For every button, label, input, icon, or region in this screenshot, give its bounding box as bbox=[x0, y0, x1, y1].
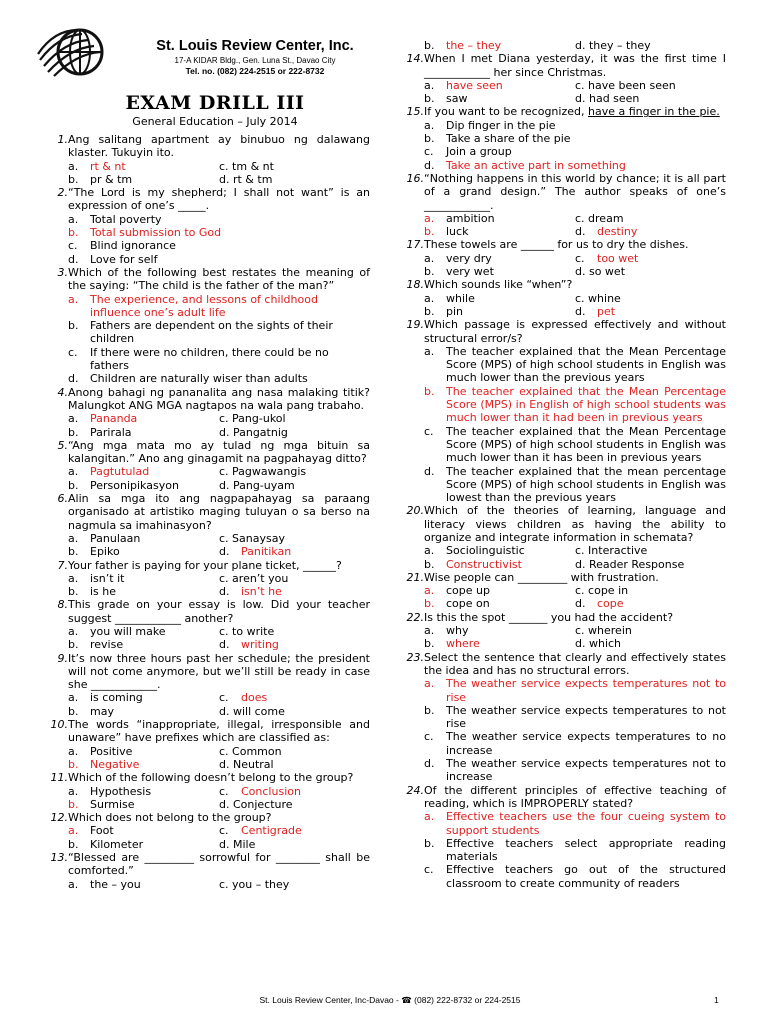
q22-n: 22. bbox=[406, 610, 424, 624]
letters-b: b. bbox=[424, 39, 435, 52]
letters-c: c. bbox=[68, 345, 78, 359]
left-column bbox=[40, 133, 370, 891]
letters-d: d. bbox=[424, 757, 435, 771]
letters-b: b. bbox=[424, 225, 435, 239]
letters-c: c. bbox=[424, 145, 434, 159]
q7-b: is he bbox=[90, 585, 117, 599]
letters-a: a. bbox=[68, 412, 79, 426]
q17-d: d. so wet bbox=[575, 265, 626, 279]
q10-c: c. Common bbox=[219, 744, 282, 758]
q1-text: Ang salitang apartment ay binubuo ng dalawang klaster. Tukuyin ito. bbox=[68, 133, 370, 160]
page-number: 1 bbox=[714, 995, 719, 1005]
q2-text: “The Lord is my shepherd; I shall not want” is an expression of one’s _____. bbox=[68, 186, 370, 213]
q19-a: The teacher explained that the Mean Percentage Score (MPS) of high school students in English was much lower than the previous years bbox=[446, 344, 726, 385]
q8-b: revise bbox=[90, 638, 124, 652]
letters-d: d. bbox=[424, 464, 435, 478]
q7-text: Your father is paying for your plane ticket, ______? bbox=[68, 558, 342, 572]
q2-c: Blind ignorance bbox=[90, 239, 176, 253]
q14-d: d. had seen bbox=[575, 92, 640, 106]
q4-d: d. Pangatnig bbox=[219, 425, 288, 439]
q5-text: “Ang mga mata mo ay tulad ng mga bituin sa kalangitan.” Ano ang ginagamit na pagpahayag ditto? bbox=[68, 438, 370, 466]
answer-option: Pananda bbox=[90, 412, 138, 426]
page-subtitle: General Education – July 2014 bbox=[132, 115, 298, 128]
q4-b: Parirala bbox=[90, 425, 132, 439]
header bbox=[30, 22, 390, 92]
question-23 bbox=[396, 651, 726, 678]
q12-text: Which does not belong to the group? bbox=[68, 811, 272, 825]
letters-a: a. bbox=[68, 784, 79, 798]
question-13 bbox=[40, 851, 370, 878]
letters-d: d. bbox=[219, 638, 230, 652]
letters-d: d. bbox=[219, 585, 230, 599]
letters-b: b. bbox=[424, 703, 435, 717]
letters-c: c. bbox=[219, 824, 229, 838]
q9-b: may bbox=[90, 704, 114, 718]
question-9 bbox=[40, 652, 370, 692]
q4-n: 4. bbox=[57, 385, 68, 399]
q20-n: 20. bbox=[406, 504, 424, 518]
q24-b: Effective teachers select appropriate reading materials bbox=[446, 836, 726, 864]
q3-n: 3. bbox=[57, 265, 68, 279]
letters-a: a. bbox=[424, 810, 435, 824]
letters-c: c. bbox=[575, 251, 585, 265]
q24-c: Effective teachers go out of the structured classroom to create community of readers bbox=[446, 863, 726, 890]
q21-n: 21. bbox=[406, 570, 424, 584]
q18-a: while bbox=[446, 291, 475, 305]
q9-n: 9. bbox=[57, 651, 68, 665]
letters-a: a. bbox=[68, 691, 79, 705]
q18-c: c. whine bbox=[575, 291, 621, 305]
q4-text: Anong bahagi ng pananalita ang nasa malaking titik? Malungkot ANG MGA nagtapos na wala pang trabaho. bbox=[68, 385, 370, 412]
q18-b: pin bbox=[446, 304, 464, 318]
letters-d: d. bbox=[68, 372, 79, 386]
question-20 bbox=[396, 504, 726, 544]
question-24 bbox=[396, 784, 726, 811]
question-4 bbox=[40, 386, 370, 413]
question-12 bbox=[40, 811, 370, 824]
q9-text: It’s now three hours past her schedule; the president will not come anymore, but we’ll still be ready in case she ____________. bbox=[68, 651, 370, 692]
q13-a: the – you bbox=[90, 877, 141, 891]
answer-option: Effective teachers use the four cueing system to support students bbox=[446, 810, 726, 837]
q24-n: 24. bbox=[406, 783, 424, 797]
q11-b: Surmise bbox=[90, 797, 135, 811]
letters-b: b. bbox=[424, 637, 435, 651]
q2-a: Total poverty bbox=[90, 212, 162, 226]
q14-c: c. have been seen bbox=[575, 78, 676, 92]
globe-logo-icon bbox=[34, 24, 110, 80]
question-11 bbox=[40, 771, 370, 784]
letters-b: b. bbox=[68, 797, 79, 811]
q11-a: Hypothesis bbox=[90, 784, 152, 798]
answer-option: writing bbox=[241, 638, 279, 652]
q12-b: Kilometer bbox=[90, 837, 144, 851]
letters-a: a. bbox=[424, 211, 435, 225]
q8-text: This grade on your essay is low. Did your teacher suggest ____________ another? bbox=[68, 598, 370, 625]
answer-option: rt & nt bbox=[90, 159, 126, 173]
underlined-phrase: have a finger in the pie. bbox=[587, 105, 720, 119]
letters-c: c. bbox=[219, 691, 229, 705]
q17-text: These towels are ______ for us to dry the dishes. bbox=[424, 238, 689, 252]
answer-option: isn’t he bbox=[241, 585, 282, 599]
letters-b: b. bbox=[424, 92, 435, 106]
letters-a: a. bbox=[424, 584, 435, 598]
q2-n: 2. bbox=[57, 186, 68, 200]
answer-option: where bbox=[446, 637, 480, 651]
q20-d: d. Reader Response bbox=[575, 557, 685, 571]
q22-c: c. wherein bbox=[575, 624, 632, 638]
q23-d: The weather service expects temperatures not to increase bbox=[446, 757, 726, 784]
q17-n: 17. bbox=[406, 238, 424, 252]
q23-n: 23. bbox=[406, 650, 424, 664]
q16-text: “Nothing happens in this world by chance; it is all part of a grand design.” The author speaks of one’s ____________. bbox=[424, 171, 726, 212]
q13-c: c. you – they bbox=[219, 877, 290, 891]
letters-d: d. bbox=[575, 225, 586, 239]
letters-b: b. bbox=[424, 265, 435, 279]
q15-a: Dip finger in the pie bbox=[446, 118, 556, 132]
q5-c: c. Pagwawangis bbox=[219, 465, 307, 479]
answer-option: Total submission to God bbox=[90, 226, 222, 240]
q17-b: very wet bbox=[446, 265, 494, 279]
letters-a: a. bbox=[68, 824, 79, 838]
letters-a: a. bbox=[424, 624, 435, 638]
q8-c: c. to write bbox=[219, 624, 275, 638]
letters-b: b. bbox=[424, 132, 435, 146]
q23-c: The weather service expects temperatures to no increase bbox=[446, 730, 726, 757]
letters-c: c. bbox=[424, 730, 434, 744]
q21-b: cope on bbox=[446, 597, 490, 611]
q3-b: Fathers are dependent on the sights of their children bbox=[90, 319, 333, 346]
answer-option: does bbox=[241, 691, 268, 705]
q12-a: Foot bbox=[90, 824, 114, 838]
answer-option: cope bbox=[597, 597, 624, 611]
q16-b: luck bbox=[446, 225, 469, 239]
q11-d: d. Conjecture bbox=[219, 797, 293, 811]
right-column bbox=[396, 39, 726, 890]
q16-c: c. dream bbox=[575, 211, 624, 225]
q18-n: 18. bbox=[406, 278, 424, 292]
page-title: EXAM DRILL III bbox=[125, 92, 305, 114]
answer-option: Negative bbox=[90, 757, 140, 771]
q21-c: c. cope in bbox=[575, 584, 629, 598]
answer-option: too wet bbox=[597, 251, 639, 265]
answer-option: Pagtutulad bbox=[90, 465, 150, 479]
letters-b: b. bbox=[68, 837, 79, 851]
letters-d: d. bbox=[575, 304, 586, 318]
q15-c: Join a group bbox=[446, 145, 512, 159]
letters-b: b. bbox=[68, 638, 79, 652]
letters-a: a. bbox=[424, 544, 435, 558]
q20-text: Which of the theories of learning, language and literacy views children as having the ability to organize and integrate information in schemata? bbox=[424, 504, 726, 544]
q3-c: If there were no children, there could be no fathers bbox=[90, 345, 329, 373]
answer-option: The weather service expects temperatures not to rise bbox=[446, 677, 726, 704]
letters-d: d. bbox=[68, 252, 79, 266]
letters-a: a. bbox=[424, 118, 435, 132]
q19-n: 19. bbox=[406, 318, 424, 332]
q8-a: you will make bbox=[90, 624, 166, 638]
q10-a: Positive bbox=[90, 744, 133, 758]
letters-b: b. bbox=[68, 226, 79, 240]
letters-a: a. bbox=[424, 344, 435, 358]
letters-c: c. bbox=[219, 784, 229, 798]
letters-c: c. bbox=[68, 239, 78, 253]
letters-a: a. bbox=[68, 212, 79, 226]
q23-b: The weather service expects temperatures to not rise bbox=[446, 703, 726, 731]
q3-text: Which of the following best restates the meaning of the saying: “The child is the father of the man?” bbox=[68, 265, 370, 293]
q15-text_pre: If you want to be recognized, bbox=[424, 105, 588, 119]
q1-n: 1. bbox=[57, 133, 68, 146]
letters-d: d. bbox=[575, 597, 586, 611]
answer-option: Conclusion bbox=[241, 784, 301, 798]
q15-b: Take a share of the pie bbox=[446, 132, 571, 146]
letters-c: c. bbox=[424, 863, 434, 877]
letters-b: b. bbox=[68, 425, 79, 439]
letters-d: d. bbox=[219, 545, 230, 559]
letters-b: b. bbox=[68, 757, 79, 771]
question-7 bbox=[40, 559, 370, 572]
org-telephone: Tel. no. (082) 224-2515 or 222-8732 bbox=[185, 66, 325, 76]
q13-text: “Blessed are _________ sorrowful for ________ shall be comforted.” bbox=[68, 851, 370, 878]
q22-d: d. which bbox=[575, 637, 622, 651]
q14-n: 14. bbox=[406, 52, 424, 66]
letters-a: a. bbox=[68, 465, 79, 479]
q4-c: c. Pang-ukol bbox=[219, 412, 286, 426]
q13-d: d. they – they bbox=[575, 39, 651, 52]
letters-a: a. bbox=[68, 159, 79, 173]
letters-a: a. bbox=[68, 624, 79, 638]
letters-a: a. bbox=[424, 291, 435, 305]
q11-text: Which of the following doesn’t belong to the group? bbox=[68, 771, 354, 785]
question-1 bbox=[40, 133, 370, 160]
q7-n: 7. bbox=[57, 558, 68, 572]
q22-a: why bbox=[446, 624, 469, 638]
letters-a: a. bbox=[424, 251, 435, 265]
question-19 bbox=[396, 318, 726, 345]
letters-b: b. bbox=[68, 545, 79, 559]
answer-option: The experience, and lessons of childhood influence one’s adult life bbox=[90, 292, 318, 319]
answer-option: the – they bbox=[446, 39, 502, 52]
q6-a: Panulaan bbox=[90, 531, 141, 545]
q23-text: Select the sentence that clearly and effectively states the idea and has no structural errors. bbox=[424, 650, 726, 677]
q18-text: Which sounds like “when”? bbox=[424, 278, 573, 292]
q5-b: Personipikasyon bbox=[90, 478, 179, 492]
org-address: 17-A KIDAR Bldg., Gen. Luna St., Davao City bbox=[174, 56, 336, 65]
footer-text: St. Louis Review Center, Inc-Davao - ☎ (082) 222-8732 or 224-2515 bbox=[259, 995, 521, 1005]
letters-a: a. bbox=[424, 78, 435, 92]
answer-option: have seen bbox=[446, 78, 503, 92]
question-17 bbox=[396, 238, 726, 251]
letters-b: b. bbox=[68, 319, 79, 333]
letters-b: b. bbox=[424, 384, 435, 398]
q17-a: very dry bbox=[446, 251, 492, 265]
q16-a: ambition bbox=[446, 211, 495, 225]
letters-b: b. bbox=[68, 172, 79, 186]
question-22 bbox=[396, 611, 726, 624]
q15-n: 15. bbox=[406, 105, 424, 119]
question-14 bbox=[396, 52, 726, 79]
q20-c: c. Interactive bbox=[575, 544, 648, 558]
q16-n: 16. bbox=[406, 171, 424, 185]
answer-option: Centigrade bbox=[241, 824, 302, 838]
question-6 bbox=[40, 492, 370, 532]
q5-n: 5. bbox=[57, 438, 68, 452]
q20-a: Sociolinguistic bbox=[446, 544, 525, 558]
question-10 bbox=[40, 718, 370, 745]
question-16 bbox=[396, 172, 726, 212]
q12-d: d. Mile bbox=[219, 837, 256, 851]
answer-option: The teacher explained that the Mean Percentage Score (MPS) in English of high school students was much lower than it had been in previous years bbox=[446, 384, 726, 425]
question-18 bbox=[396, 278, 726, 291]
letters-a: a. bbox=[68, 877, 79, 891]
q10-n: 10. bbox=[50, 718, 68, 732]
q24-text: Of the different principles of effective teaching of reading, which is IMPROPERLY stated? bbox=[424, 783, 726, 810]
answer-option: destiny bbox=[597, 225, 638, 239]
q7-a: isn’t it bbox=[90, 571, 125, 585]
answer-option: Take an active part in something bbox=[446, 158, 626, 172]
letters-b: b. bbox=[424, 597, 435, 611]
q6-text: Alin sa mga ito ang nagpapahayag sa paraang organisado at artistiko maging tuluyan o sa berso na nagmula sa imahinasyon? bbox=[68, 492, 370, 532]
letters-b: b. bbox=[424, 557, 435, 571]
q12-n: 12. bbox=[50, 811, 68, 825]
q6-c: c. Sanaysay bbox=[219, 531, 285, 545]
q1-c: c. tm & nt bbox=[219, 159, 274, 173]
letters-c: c. bbox=[424, 424, 434, 438]
q9-d: d. will come bbox=[219, 704, 285, 718]
letters-b: b. bbox=[424, 836, 435, 850]
letters-b: b. bbox=[68, 704, 79, 718]
q22-text: Is this the spot _______ you had the accident? bbox=[424, 610, 674, 624]
q19-d: The teacher explained that the mean percentage Score (MPS) of high school students in English was lowest than the previous years bbox=[446, 464, 726, 505]
answer-option: pet bbox=[597, 304, 616, 318]
letters-b: b. bbox=[68, 585, 79, 599]
letters-a: a. bbox=[68, 292, 79, 306]
q19-c: The teacher explained that the Mean Percentage Score (MPS) of high school students in English was much lower than it has been in previous years bbox=[446, 424, 726, 465]
q6-n: 6. bbox=[57, 492, 68, 506]
question-3 bbox=[40, 266, 370, 293]
question-15 bbox=[396, 105, 726, 118]
question-21 bbox=[396, 571, 726, 584]
q10-d: d. Neutral bbox=[219, 757, 274, 771]
answer-option: Panitikan bbox=[241, 545, 292, 559]
org-name: St. Louis Review Center, Inc. bbox=[156, 38, 354, 54]
q3-d: Children are naturally wiser than adults bbox=[90, 372, 308, 386]
q10-text: The words “inappropriate, illegal, irresponsible and unaware” have prefixes which are classified as: bbox=[68, 718, 370, 745]
q8-n: 8. bbox=[57, 598, 68, 612]
letters-b: b. bbox=[424, 304, 435, 318]
question-8 bbox=[40, 598, 370, 625]
q6-b: Epiko bbox=[90, 545, 120, 559]
question-5 bbox=[40, 439, 370, 466]
q21-a: cope up bbox=[446, 584, 490, 598]
answer-option: Constructivist bbox=[446, 557, 522, 571]
q7-c: c. aren’t you bbox=[219, 571, 289, 585]
letters-a: a. bbox=[68, 744, 79, 758]
q19-text: Which passage is expressed effectively and without structural error/s? bbox=[424, 318, 726, 345]
letters-a: a. bbox=[68, 571, 79, 585]
q14-text: When I met Diana yesterday, it was the first time I ____________ her since Christmas. bbox=[424, 52, 726, 79]
q2-d: Love for self bbox=[90, 252, 158, 266]
letters-a: a. bbox=[424, 677, 435, 691]
q11-n: 11. bbox=[50, 771, 68, 785]
letters-a: a. bbox=[68, 531, 79, 545]
q21-text: Wise people can _________ with frustration. bbox=[424, 570, 659, 584]
q14-b: saw bbox=[446, 92, 468, 106]
letters-b: b. bbox=[68, 478, 79, 492]
letters-d: d. bbox=[424, 158, 435, 172]
q1-b: pr & tm bbox=[90, 172, 133, 186]
question-2 bbox=[40, 186, 370, 213]
q13-n: 13. bbox=[50, 851, 68, 865]
q5-d: d. Pang-uyam bbox=[219, 478, 295, 492]
q1-d: d. rt & tm bbox=[219, 172, 273, 186]
q9-a: is coming bbox=[90, 691, 143, 705]
